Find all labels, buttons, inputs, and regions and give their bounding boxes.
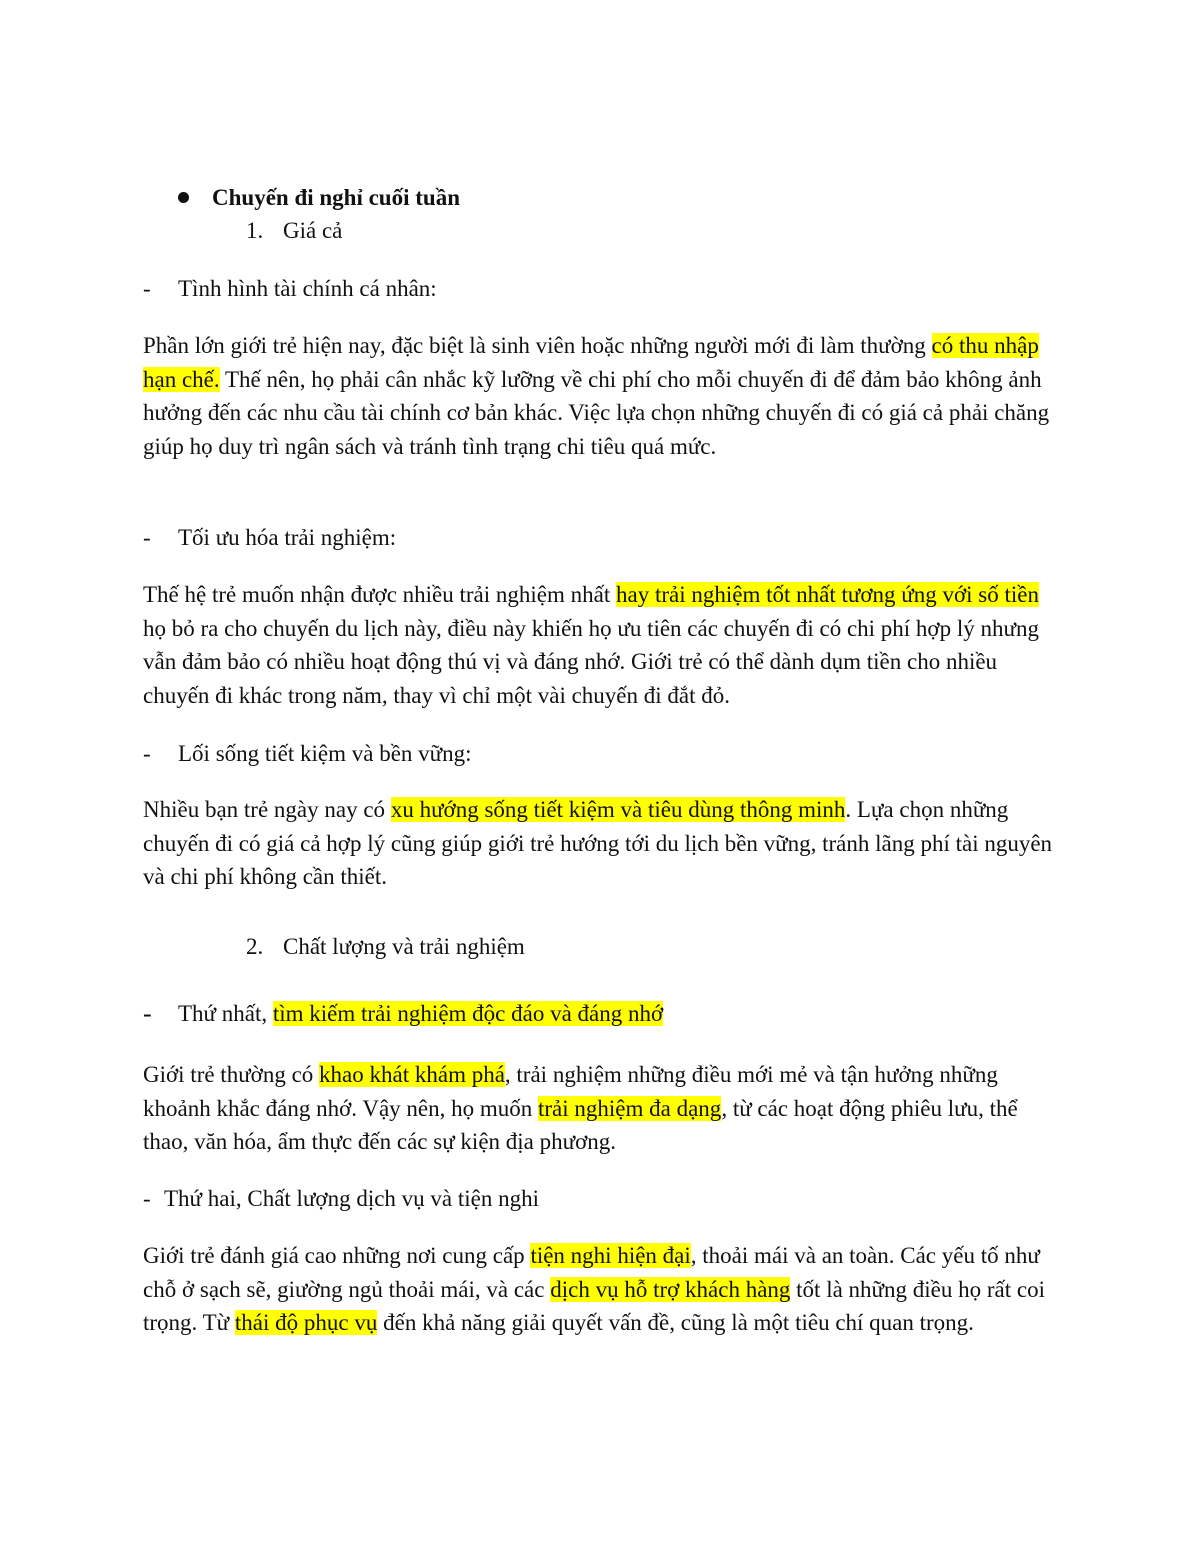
- paragraph-text: Thế hệ trẻ muốn nhận được nhiều trải nghiệm nhất: [143, 582, 616, 607]
- document-heading: Chuyến đi nghỉ cuối tuần: [212, 185, 460, 210]
- item-label: Lối sống tiết kiệm và bền vững:: [178, 741, 472, 766]
- section-2-title: Chất lượng và trải nghiệm: [283, 934, 525, 959]
- paragraph: [143, 1058, 1053, 1159]
- paragraph-text: đến khả năng giải quyết vấn đề, cũng là một tiêu chí quan trọng.: [377, 1310, 974, 1335]
- section-1-number: 1.: [246, 218, 264, 243]
- highlighted-text: tiện nghi hiện đại: [530, 1243, 691, 1268]
- highlighted-text: hay trải nghiệm tốt nhất tương ứng với số tiền: [616, 582, 1039, 607]
- paragraph-text: , từ các hoạt động phiêu lưu, thể thao, văn hóa, ẩm thực đến các sự kiện địa phương.: [143, 1095, 1018, 1154]
- paragraph-text: , thoải mái và an toàn. Các yếu tố như chỗ ở sạch sẽ, giường ngủ thoải mái, và các: [143, 1243, 1040, 1302]
- paragraph-text: , trải nghiệm những điều mới mẻ và tận hưởng những khoảnh khắc đáng nhớ. Vậy nên, họ muốn: [143, 1062, 998, 1121]
- paragraph: [143, 329, 1053, 463]
- paragraph-text: Nhiều bạn trẻ ngày nay có: [143, 797, 391, 822]
- highlighted-text: dịch vụ hỗ trợ khách hàng: [550, 1276, 791, 1302]
- list-dash: -: [143, 525, 151, 550]
- highlighted-text: tìm kiếm trải nghiệm độc đáo và đáng nhớ: [272, 1001, 664, 1026]
- paragraph-text: Giới trẻ đánh giá cao những nơi cung cấp: [143, 1243, 531, 1268]
- item-label: Tình hình tài chính cá nhân:: [178, 276, 437, 301]
- highlighted-text: xu hướng sống tiết kiệm và tiêu dùng thông minh: [390, 797, 846, 822]
- highlighted-text: thái độ phục vụ: [234, 1310, 378, 1335]
- list-dash: -: [143, 999, 152, 1028]
- bullet-dot-icon: [178, 192, 189, 203]
- paragraph-text: tốt là những điều họ rất coi trọng. Từ: [143, 1276, 1045, 1335]
- paragraph-text: Thế nên, họ phải cân nhắc kỹ lưỡng về chi phí cho mỗi chuyến đi để đảm bảo không ảnh hưởng đến các nhu cầu tài chính cơ bản khác. Việc lựa chọn những chuyến đi có giá cả phải chăng giúp họ duy trì ngân sách và tránh tình trạng chi tiêu quá mức.: [143, 366, 1050, 459]
- list-dash: -: [143, 741, 151, 766]
- highlighted-text: có thu nhập hạn chế.: [143, 333, 1039, 392]
- paragraph-text: Phần lớn giới trẻ hiện nay, đặc biệt là sinh viên hoặc những người mới đi làm thường: [143, 333, 932, 358]
- paragraph-text: . Lựa chọn những chuyến đi có giá cả hợp lý cũng giúp giới trẻ hướng tới du lịch bền vững, tránh lãng phí tài nguyên và chi phí không cần thiết.: [143, 797, 1053, 889]
- list-dash: -: [143, 276, 151, 301]
- item-label: Thứ hai, Chất lượng dịch vụ và tiện nghi: [164, 1186, 540, 1211]
- item-label-text: Thứ nhất,: [178, 1001, 273, 1026]
- paragraph: [143, 793, 1053, 894]
- paragraph: [143, 578, 1053, 712]
- item-label: Tối ưu hóa trải nghiệm:: [178, 525, 397, 550]
- paragraph-text: họ bỏ ra cho chuyến du lịch này, điều này khiến họ ưu tiên các chuyến đi có chi phí hợp lý nhưng vẫn đảm bảo có nhiều hoạt động thú vị và đáng nhớ. Giới trẻ có thể dành dụm tiền cho nhiều chuyến đi khác trong năm, thay vì chỉ một vài chuyến đi đắt đỏ.: [143, 615, 1039, 708]
- paragraph-text: Giới trẻ thường có: [143, 1062, 320, 1087]
- highlighted-text: khao khát khám phá: [319, 1062, 505, 1087]
- section-1-title: Giá cả: [283, 218, 343, 243]
- highlighted-text: trải nghiệm đa dạng: [538, 1095, 722, 1121]
- section-2-number: 2.: [246, 934, 264, 959]
- paragraph: [143, 1239, 1053, 1340]
- list-dash: -: [143, 1186, 151, 1211]
- item-label: [178, 997, 663, 1030]
